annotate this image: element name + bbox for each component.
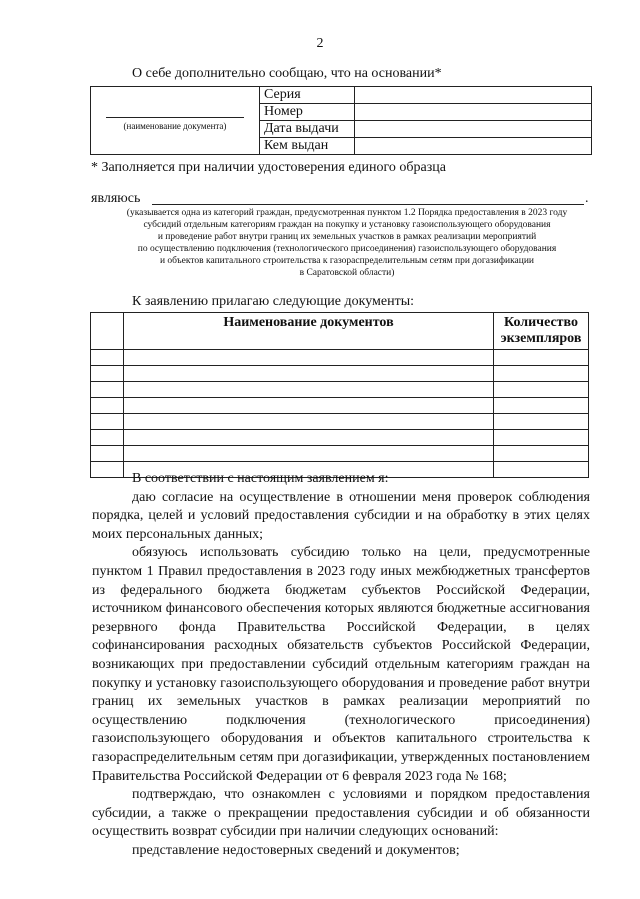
status-hint (92, 207, 602, 279)
hint-line: в Саратовской области) (299, 268, 395, 278)
table-row (91, 87, 592, 104)
series-value[interactable] (355, 87, 592, 104)
number-value[interactable] (355, 104, 592, 121)
table-row[interactable] (91, 446, 589, 462)
body-text (92, 470, 590, 860)
name-column-header: Наименование документов (124, 313, 494, 350)
series-label: Серия (260, 87, 355, 104)
intro-text: О себе дополнительно сообщаю, что на основании* (132, 66, 442, 81)
table-row[interactable] (91, 430, 589, 446)
body-paragraph: даю согласие на осуществление в отношении меня проверок соблюдения порядка, целей и условий предоставления субсидии и на обработку в этих целях моих персональных данных; (92, 489, 590, 542)
body-paragraph: обязуюсь использовать субсидию только на цели, предусмотренные пунктом 1 Правил предоставления в 2023 году иных межбюджетных трансфертов из федерального бюджета бюджетам субъектов Российской Федерации, источником финансового обеспечения которых являются бюджетные ассигнования резервного фонда Правительства Российской Федерации, в целях софинансирования расходных обязательств субъектов Российской Федерации, возникающих при предоставлении субсидий отдельным категориям граждан на покупку и установку газоиспользующего оборудования и проведение работ внутри границ их земельных участков в рамках реализации мероприятий по осуществлению подключения (технологического присоединения) газоиспользующего оборудования и объектов капитального строительства к газораспределительным сетям при догазификации, утвержденных постановлением Правительства Российской Федерации от 6 февраля 2023 года № 168; (92, 545, 590, 784)
attachments-intro: К заявлению прилагаю следующие документы: (132, 294, 415, 309)
hint-line: и объектов капитального строительства к газораспределительным сетям при догазификации (159, 256, 535, 266)
attachments-table (90, 312, 589, 478)
body-paragraph: подтверждаю, что ознакомлен с условиями и порядком предоставления субсидии, а также о прекращении предоставления субсидии и об обязанности осуществить возврат субсидии при наличии следующих оснований: (92, 787, 590, 840)
hint-line: субсидий отдельным категориям граждан на покупку и установку газоиспользующего оборудования (143, 220, 551, 230)
table-row[interactable] (91, 366, 589, 382)
issued-by-value[interactable] (355, 138, 592, 155)
table-row[interactable] (91, 350, 589, 366)
table-row[interactable] (91, 414, 589, 430)
document-table (90, 86, 592, 155)
document-name-line (106, 117, 244, 118)
quantity-column-header: Количество экземпляров (494, 313, 589, 350)
hint-line: (указывается одна из категорий граждан, предусмотренная пунктом 1.2 Порядка предоставления в 2023 году (126, 208, 568, 218)
document-name-caption: (наименование документа) (123, 121, 227, 131)
status-input-line[interactable] (152, 204, 584, 205)
table-header-row (91, 313, 589, 350)
issue-date-label: Дата выдачи (260, 121, 355, 138)
table-row[interactable] (91, 382, 589, 398)
page-number: 2 (316, 36, 324, 51)
table-row[interactable] (91, 398, 589, 414)
index-column-header (91, 313, 124, 350)
footnote: * Заполняется при наличии удостоверения единого образца (91, 160, 446, 175)
document-name-cell[interactable] (91, 87, 260, 155)
body-lead: В соответствии с настоящим заявлением я: (132, 471, 389, 486)
body-paragraph: представление недостоверных сведений и документов; (132, 842, 460, 858)
issue-date-value[interactable] (355, 121, 592, 138)
number-label: Номер (260, 104, 355, 121)
status-suffix: . (585, 191, 589, 206)
status-prefix: являюсь (91, 191, 141, 206)
hint-line: и проведение работ внутри границ их земельных участков в рамках реализации мероприятий (157, 232, 537, 242)
hint-line: по осуществлению подключения (технологического присоединения) газоиспользующего оборудования (137, 244, 557, 254)
issued-by-label: Кем выдан (260, 138, 355, 155)
